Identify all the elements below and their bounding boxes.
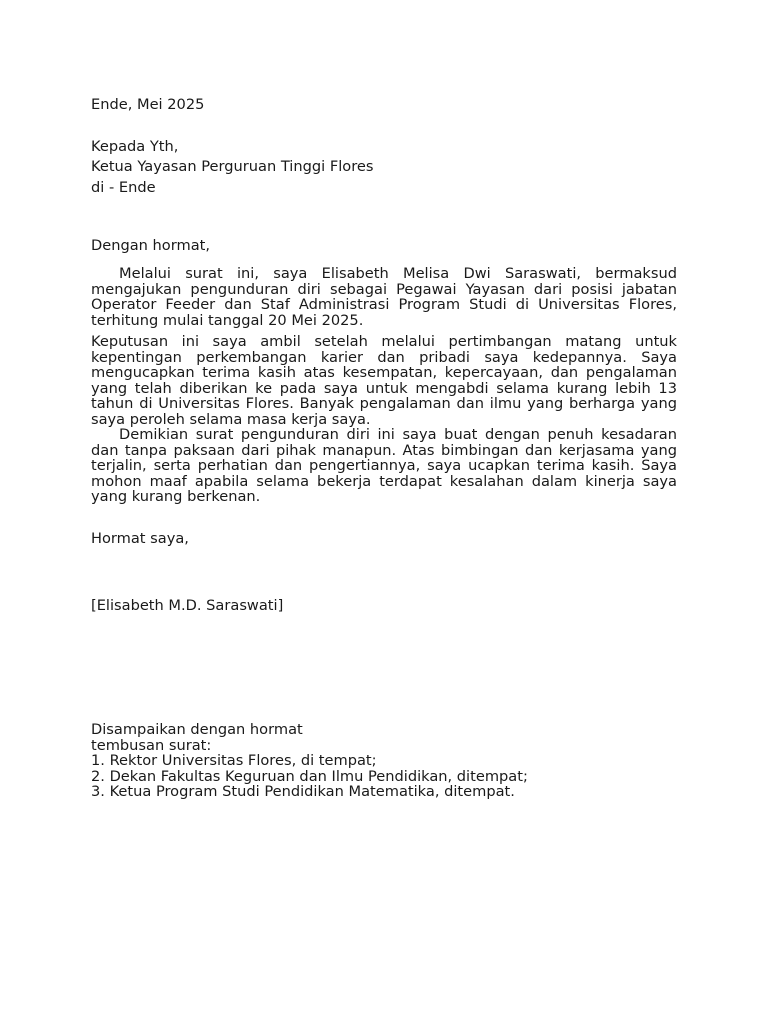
body-paragraph-2: Keputusan ini saya ambil setelah melalui pertimbangan matang untuk kepentingan perkembangan karier dan pribadi saya kedepannya. Saya mengucapkan terima kasih atas kesempatan, kepercayaan, dan pengalaman yang telah diberikan ke pada saya untuk mengabdi selama kurang lebih 13 tahun di Universitas Flores. Banyak pengalaman dan ilmu yang berharga yang saya peroleh selama masa kerja saya. bbox=[91, 333, 677, 428]
signature-name: [Elisabeth M.D. Saraswati] bbox=[91, 597, 284, 614]
closing: Hormat saya, bbox=[91, 530, 189, 547]
carbon-copy-block bbox=[91, 722, 528, 800]
salutation: Dengan hormat, bbox=[91, 237, 211, 254]
cc-item: 2. Dekan Fakultas Keguruan dan Ilmu Pendidikan, ditempat; bbox=[91, 767, 528, 785]
cc-item: 3. Ketua Program Studi Pendidikan Matematika, ditempat. bbox=[91, 783, 515, 801]
body-paragraph-3: Demikian surat pengunduran diri ini saya buat dengan penuh kesadaran dan tanpa paksaan dari pihak manapun. Atas bimbingan dan kerjasama yang terjalin, serta perhatian dan pengertiannya, saya ucapkan terima kasih. Saya mohon maaf apabila selama bekerja terdapat kesalahan dalam kinerja saya yang kurang berkenan. bbox=[91, 426, 677, 506]
recipient-line-3: di - Ende bbox=[91, 179, 156, 196]
cc-item: 1. Rektor Universitas Flores, di tempat; bbox=[91, 752, 377, 770]
cc-intro-1: Disampaikan dengan hormat bbox=[91, 721, 303, 738]
cc-intro-2: tembusan surat: bbox=[91, 736, 212, 754]
place-date: Ende, Mei 2025 bbox=[91, 96, 205, 113]
recipient-line-1: Kepada Yth, bbox=[91, 138, 179, 155]
recipient-line-2: Ketua Yayasan Perguruan Tinggi Flores bbox=[91, 158, 374, 175]
body-paragraph-1: Melalui surat ini, saya Elisabeth Melisa Dwi Saraswati, bermaksud mengajukan pengunduran diri sebagai Pegawai Yayasan dari posisi jabatan Operator Feeder dan Staf Administrasi Program Studi di Universitas Flores, terhitung mulai tanggal 20 Mei 2025. bbox=[91, 265, 677, 329]
